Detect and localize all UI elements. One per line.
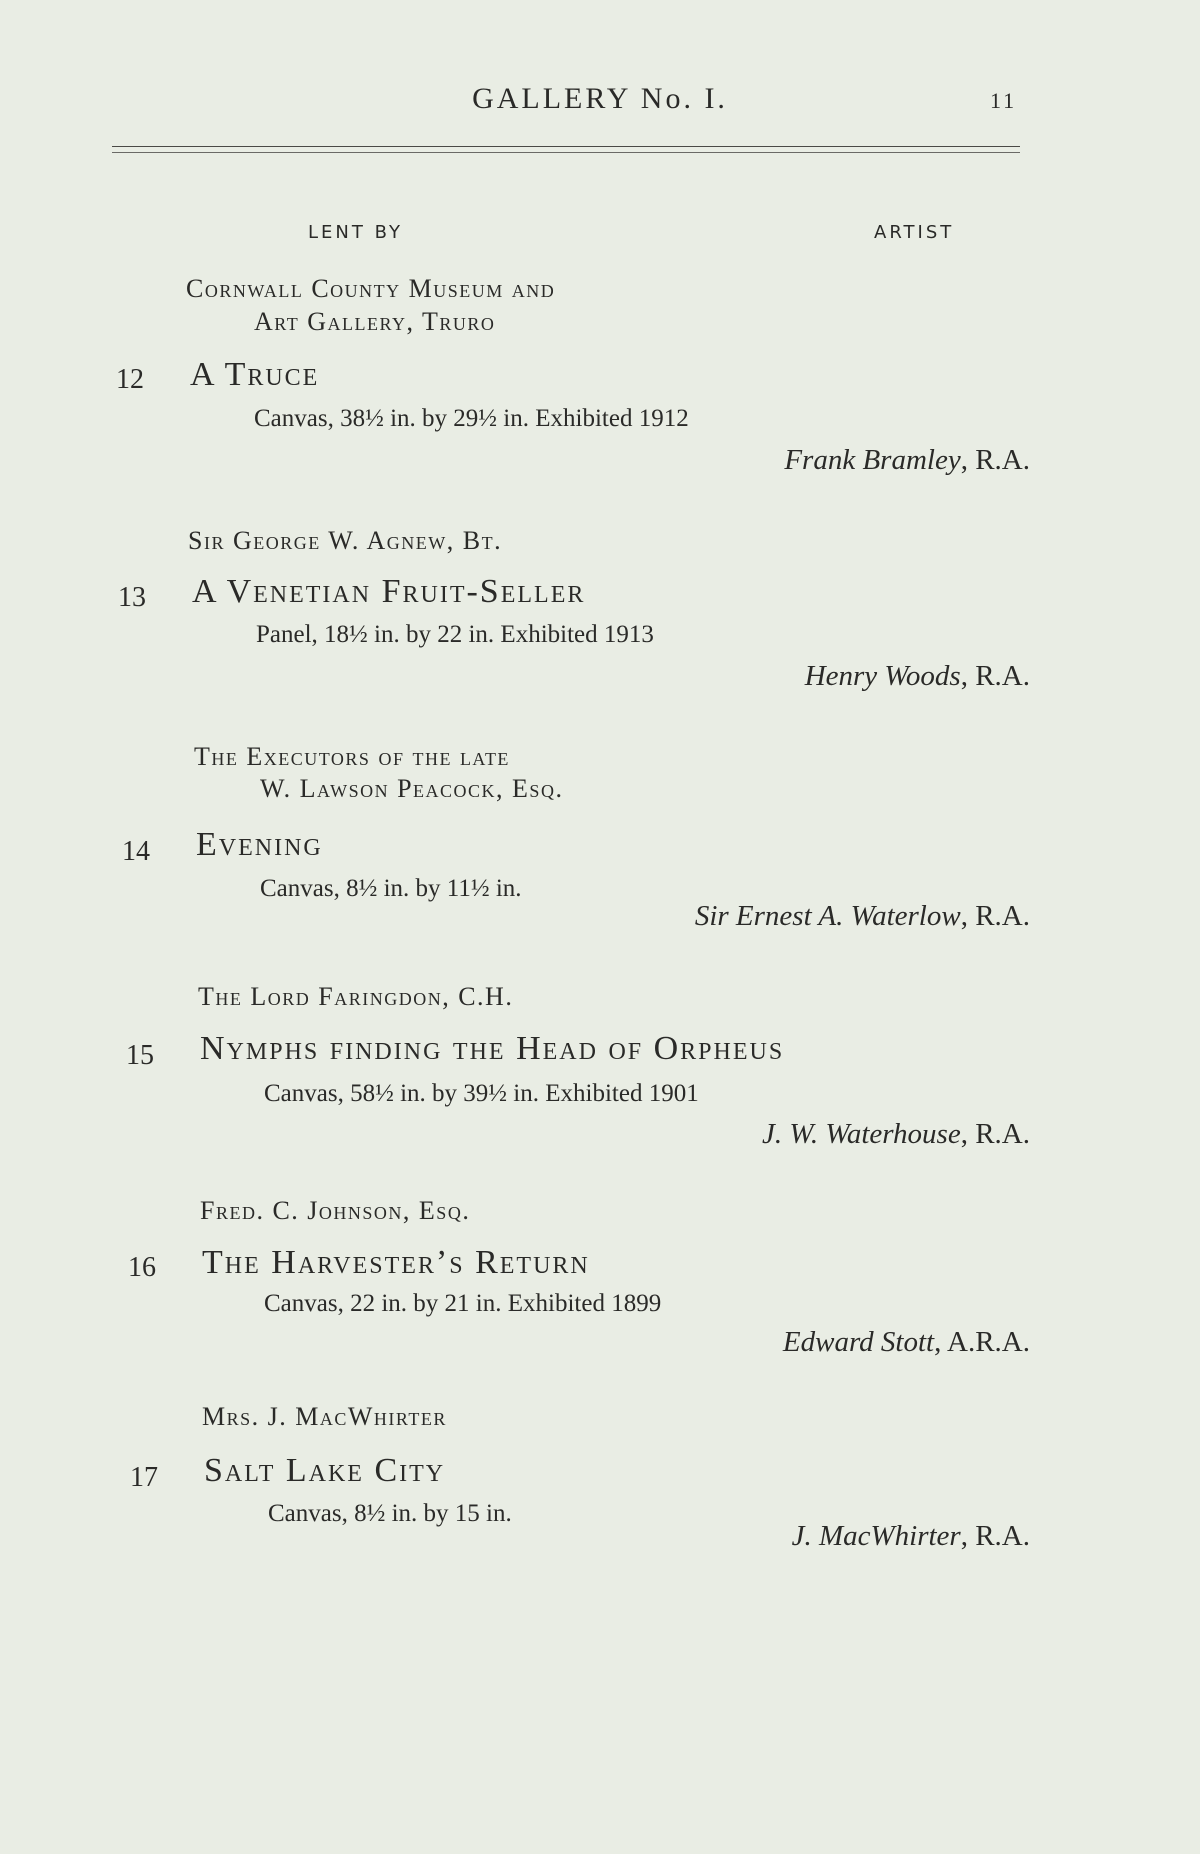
painting-details: Canvas, 8½ in. by 11½ in. <box>260 875 522 902</box>
lender-line: Cornwall County Museum and <box>186 274 556 303</box>
lender-line: Art Gallery, Truro <box>254 307 496 336</box>
artist-honours: , R.A. <box>960 1520 1030 1552</box>
artist-honours: , R.A. <box>960 1118 1030 1150</box>
artist-honours: , R.A. <box>960 444 1030 476</box>
lender-line: Fred. C. Johnson, Esq. <box>200 1196 471 1225</box>
painting-title: A Venetian Fruit-Seller <box>192 573 586 610</box>
artist-credit <box>784 444 1030 477</box>
column-heading-lent-by: LENT BY <box>308 222 403 243</box>
artist-honours: , A.R.A. <box>934 1326 1030 1358</box>
artist-credit <box>783 1326 1030 1359</box>
lender-line: The Executors of the late <box>194 742 510 771</box>
artist-name: Sir Ernest A. Waterlow <box>694 900 961 932</box>
entry-number: 15 <box>126 1040 154 1071</box>
entry-number: 17 <box>130 1462 158 1493</box>
lender-line: W. Lawson Peacock, Esq. <box>260 774 564 803</box>
artist-credit <box>792 1520 1030 1553</box>
painting-details: Canvas, 22 in. by 21 in. Exhibited 1899 <box>264 1290 662 1317</box>
artist-honours: , R.A. <box>960 900 1030 932</box>
painting-details: Canvas, 8½ in. by 15 in. <box>268 1500 512 1527</box>
artist-credit <box>695 900 1030 933</box>
artist-credit <box>762 1118 1030 1151</box>
painting-details: Canvas, 58½ in. by 39½ in. Exhibited 1901 <box>264 1080 699 1107</box>
lender-line: The Lord Faringdon, C.H. <box>198 982 514 1011</box>
entry-number: 16 <box>128 1252 156 1283</box>
artist-name: Henry Woods <box>804 660 961 692</box>
header-rule <box>112 146 1020 147</box>
painting-details: Panel, 18½ in. by 22 in. Exhibited 1913 <box>256 621 654 648</box>
artist-name: J. W. Waterhouse <box>761 1118 961 1150</box>
page-number: 11 <box>990 88 1018 113</box>
painting-title: Nymphs finding the Head of Orpheus <box>200 1030 785 1067</box>
painting-title: Salt Lake City <box>204 1452 446 1489</box>
painting-title: A Truce <box>190 356 320 393</box>
lender-line: Mrs. J. MacWhirter <box>202 1402 447 1431</box>
column-heading-artist: ARTIST <box>874 222 955 243</box>
entry-number: 12 <box>116 364 144 395</box>
artist-name: J. MacWhirter <box>791 1520 961 1552</box>
painting-title: The Harvester’s Return <box>202 1244 590 1281</box>
page-title: GALLERY No. I. <box>472 82 728 115</box>
artist-credit <box>805 660 1030 693</box>
entry-number: 13 <box>118 582 146 613</box>
painting-details: Canvas, 38½ in. by 29½ in. Exhibited 1912 <box>254 405 689 432</box>
header-rule-secondary <box>112 152 1020 153</box>
entry-number: 14 <box>122 836 150 867</box>
painting-title: Evening <box>196 826 323 863</box>
artist-honours: , R.A. <box>960 660 1030 692</box>
artist-name: Edward Stott <box>782 1326 935 1358</box>
lender-line: Sir George W. Agnew, Bt. <box>188 526 503 555</box>
artist-name: Frank Bramley <box>784 444 961 476</box>
